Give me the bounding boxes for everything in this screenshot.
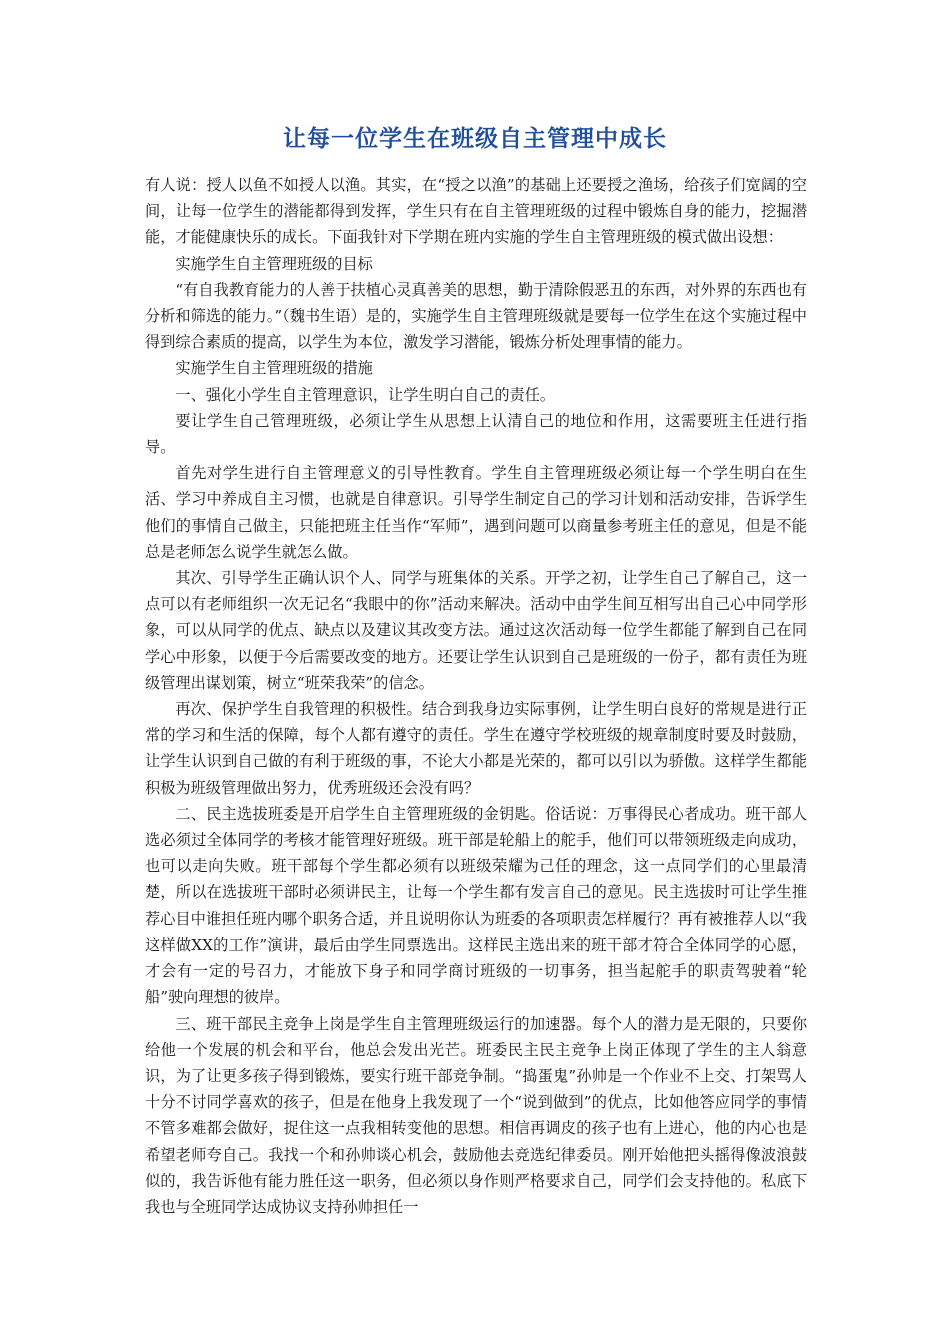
paragraph-quote: “有自我教育能力的人善于扶植心灵真善美的思想，勤于清除假恶丑的东西，对外界的东西也有分析和筛选的能力。”（魏书生语）是的，实施学生自主管理班级就是要每一位学生在这个实施过程中得到综合素质的提高，以学生为本位，激发学习潜能，锻炼分析处理事情的能力。 xyxy=(145,280,807,352)
document-title: 让每一位学生在班级自主管理中成长 xyxy=(283,126,667,152)
subheading-one: 一、强化小学生自主管理意识，让学生明白自己的责任。 xyxy=(175,385,556,404)
paragraph-section-three: 三、班干部民主竞争上岗是学生自主管理班级运行的加速器。每个人的潜力是无限的，只要你给他一个发展的机会和平台，他总会发出光芒。班委民主民主竞争上岗正体现了学生的主人翁意识，为了让更多孩子得到锻炼，要实行班干部竞争制。“捣蛋鬼”孙帅是一个作业不上交、打架骂人十分不讨同学喜欢的孩子，但是在他身上我发现了一个“说到做到”的优点，比如他答应同学的事情不管多难都会做好，捉住这一点我相转变他的思想。相信再调皮的孩子也有上进心，他的内心也是希望老师夸自己。我找一个和孙帅谈心机会，鼓励他去竞选纪律委员。刚开始他把头摇得像波浪鼓似的，我告诉他有能力胜任这一职务，但必须以身作则严格要求自己，同学们会支持他的。私底下我也与全班同学达成协议支持孙帅担任一 xyxy=(145,1014,807,1216)
section-heading-goal: 实施学生自主管理班级的目标 xyxy=(175,254,373,273)
paragraph: 再次、保护学生自我管理的积极性。结合到我身边实际事例，让学生明白良好的常规是进行正常的学习和生活的保障，每个人都有遵守的责任。学生在遵守学校班级的规章制度时要及时鼓励，让学生认识到自己做的有利于班级的事，不论大小都是光荣的，都可以引以为骄傲。这样学生都能积极为班级管理做出努力，优秀班级还会没有吗？ xyxy=(145,700,807,797)
paragraph-section-two: 二、民主选拔班委是开启学生自主管理班级的金钥匙。俗话说：万事得民心者成功。班干部人选必须过全体同学的考核才能管理好班级。班干部是轮船上的舵手，他们可以带领班级走向成功，也可以走向失败。班干部每个学生都必须有以班级荣耀为己任的理念，这一点同学们的心里最清楚，所以在选拔班干部时必须讲民主，让每一个学生都有发言自己的意见。民主选拔时可让学生推荐心目中谁担任班内哪个职务合适，并且说明你认为班委的各项职责怎样履行？再有被推荐人以“我这样做XX的工作”演讲，最后由学生同票选出。这样民主选出来的班干部才符合全体同学的心愿，才会有一定的号召力，才能放下身子和同学商讨班级的一切事务，担当起舵手的职责驾驶着“轮船”驶向理想的彼岸。 xyxy=(145,804,807,1007)
paragraph-intro: 有人说：授人以鱼不如授人以渔。其实，在“授之以渔”的基础上还要授之渔场，给孩子们宽阔的空间，让每一位学生的潜能都得到发挥，学生只有在自主管理班级的过程中锻炼自身的能力，挖掘潜能，才能健康快乐的成长。下面我针对下学期在班内实施的学生自主管理班级的模式做出设想： xyxy=(145,176,807,247)
paragraph: 要让学生自己管理班级，必须让学生从思想上认清自己的地位和作用，这需要班主任进行指导。 xyxy=(145,411,807,457)
paragraph: 其次、引导学生正确认识个人、同学与班集体的关系。开学之初，让学生自己了解自己，这一点可以有老师组织一次无记名“我眼中的你”活动来解决。活动中由学生间互相写出自己心中同学形象，可以从同学的优点、缺点以及建议其改变方法。通过这次活动每一位学生都能了解到自己在同学心中形象，以便于今后需要改变的地方。还要让学生认识到自己是班级的一份子，都有责任为班级管理出谋划策，树立“班荣我荣”的信念。 xyxy=(145,569,807,692)
section-heading-measures: 实施学生自主管理班级的措施 xyxy=(175,359,373,378)
paragraph: 首先对学生进行自主管理意义的引导性教育。学生自主管理班级必须让每一个学生明白在生活、学习中养成自主习惯，也就是自律意识。引导学生制定自己的学习计划和活动安排，告诉学生他们的事情自己做主，只能把班主任当作“军师”，遇到问题可以商量参考班主任的意见，但是不能总是老师怎么说学生就怎么做。 xyxy=(145,464,807,561)
document-body xyxy=(145,172,807,1220)
